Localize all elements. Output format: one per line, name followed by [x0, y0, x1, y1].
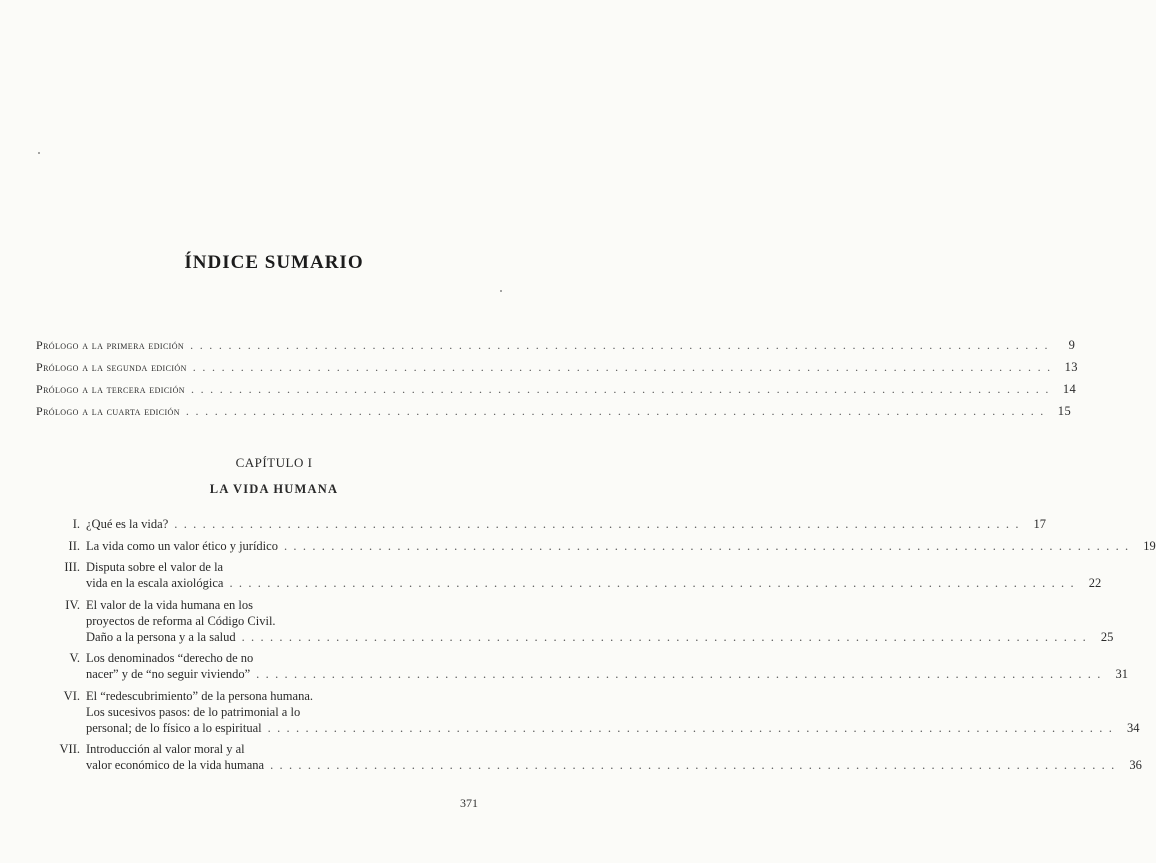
page-ref: 25: [1100, 629, 1114, 644]
dot-leader: [193, 360, 1052, 375]
prologue-label: Prólogo a la segunda edición: [36, 360, 187, 374]
section-title-line: personal; de lo físico a lo espiritual: [86, 720, 262, 735]
section-title-line: Los denominados “derecho de no: [86, 651, 254, 665]
dot-leader: [174, 516, 1020, 532]
section-title-line: El valor de la vida humana en los: [86, 597, 253, 612]
section-title-line: Los sucesivos pasos: de lo patrimonial a lo: [86, 704, 301, 719]
page-ref: 14: [1062, 382, 1077, 396]
section-title-line: valor económico de la vida humana: [86, 758, 265, 772]
page-ref: 17: [1033, 517, 1047, 531]
page-number: 371: [460, 796, 478, 810]
dot-leader: [270, 757, 1116, 773]
chapter-contents: [44, 516, 1156, 779]
section-title-line: La vida como un valor ético y jurídico: [86, 538, 278, 553]
page-ref: 36: [1129, 758, 1142, 772]
prologue-label: Prólogo a la cuarta edición: [36, 404, 180, 418]
prologue-entry: [36, 338, 1076, 360]
page-ref: 19: [1143, 538, 1156, 553]
toc-entry: [44, 650, 1128, 682]
toc-entry: [44, 688, 1140, 736]
chapter-label: CAPÍTULO I: [235, 455, 313, 470]
toc-entry: [44, 516, 1047, 532]
prologue-entry: [36, 360, 1078, 382]
toc-entry: [44, 559, 1102, 591]
page-ref: 15: [1057, 404, 1072, 418]
prologue-label: Prólogo a la primera edición: [36, 338, 185, 352]
section-title-line: El “redescubrimiento” de la persona humana.: [86, 688, 313, 703]
toc-entry: [44, 741, 1142, 773]
section-title-line: nacer” y de “no seguir viviendo”: [86, 667, 251, 681]
section-number: VII.: [59, 742, 80, 756]
prologue-entry: [36, 404, 1072, 426]
section-number: IV.: [65, 597, 80, 612]
dot-leader: [256, 666, 1102, 682]
page-ref: 13: [1064, 360, 1078, 374]
paper-speck: [500, 290, 502, 292]
paper-speck: [38, 152, 40, 154]
section-title-line: Introducción al valor moral y al: [86, 742, 245, 756]
page-ref: 22: [1088, 576, 1102, 590]
section-title-line: ¿Qué es la vida?: [86, 517, 169, 531]
page-title: ÍNDICE SUMARIO: [184, 252, 364, 273]
section-number: I.: [72, 517, 80, 531]
dot-leader: [242, 629, 1088, 645]
page-ref: 34: [1126, 720, 1140, 735]
section-number: VI.: [63, 688, 80, 703]
page-ref: 31: [1115, 667, 1128, 681]
toc-entry: [44, 538, 1156, 554]
dot-leader: [190, 338, 1049, 353]
prologue-list: [36, 338, 1078, 426]
section-number: III.: [64, 560, 80, 574]
dot-leader: [284, 538, 1130, 554]
toc-entry: [44, 597, 1114, 645]
section-title-line: Daño a la persona y a la salud: [86, 629, 236, 644]
section-title-line: vida en la escala axiológica: [86, 576, 224, 590]
page-ref: 9: [1068, 338, 1076, 352]
section-number: II.: [68, 538, 80, 553]
section-title-line: proyectos de reforma al Código Civil.: [86, 613, 276, 628]
dot-leader: [186, 404, 1045, 419]
chapter-title: LA VIDA HUMANA: [209, 482, 339, 496]
prologue-label: Prólogo a la tercera edición: [36, 382, 185, 396]
dot-leader: [229, 575, 1075, 591]
prologue-entry: [36, 382, 1077, 404]
dot-leader: [191, 382, 1050, 397]
dot-leader: [268, 720, 1114, 736]
section-number: V.: [69, 651, 80, 665]
section-title-line: Disputa sobre el valor de la: [86, 560, 224, 574]
